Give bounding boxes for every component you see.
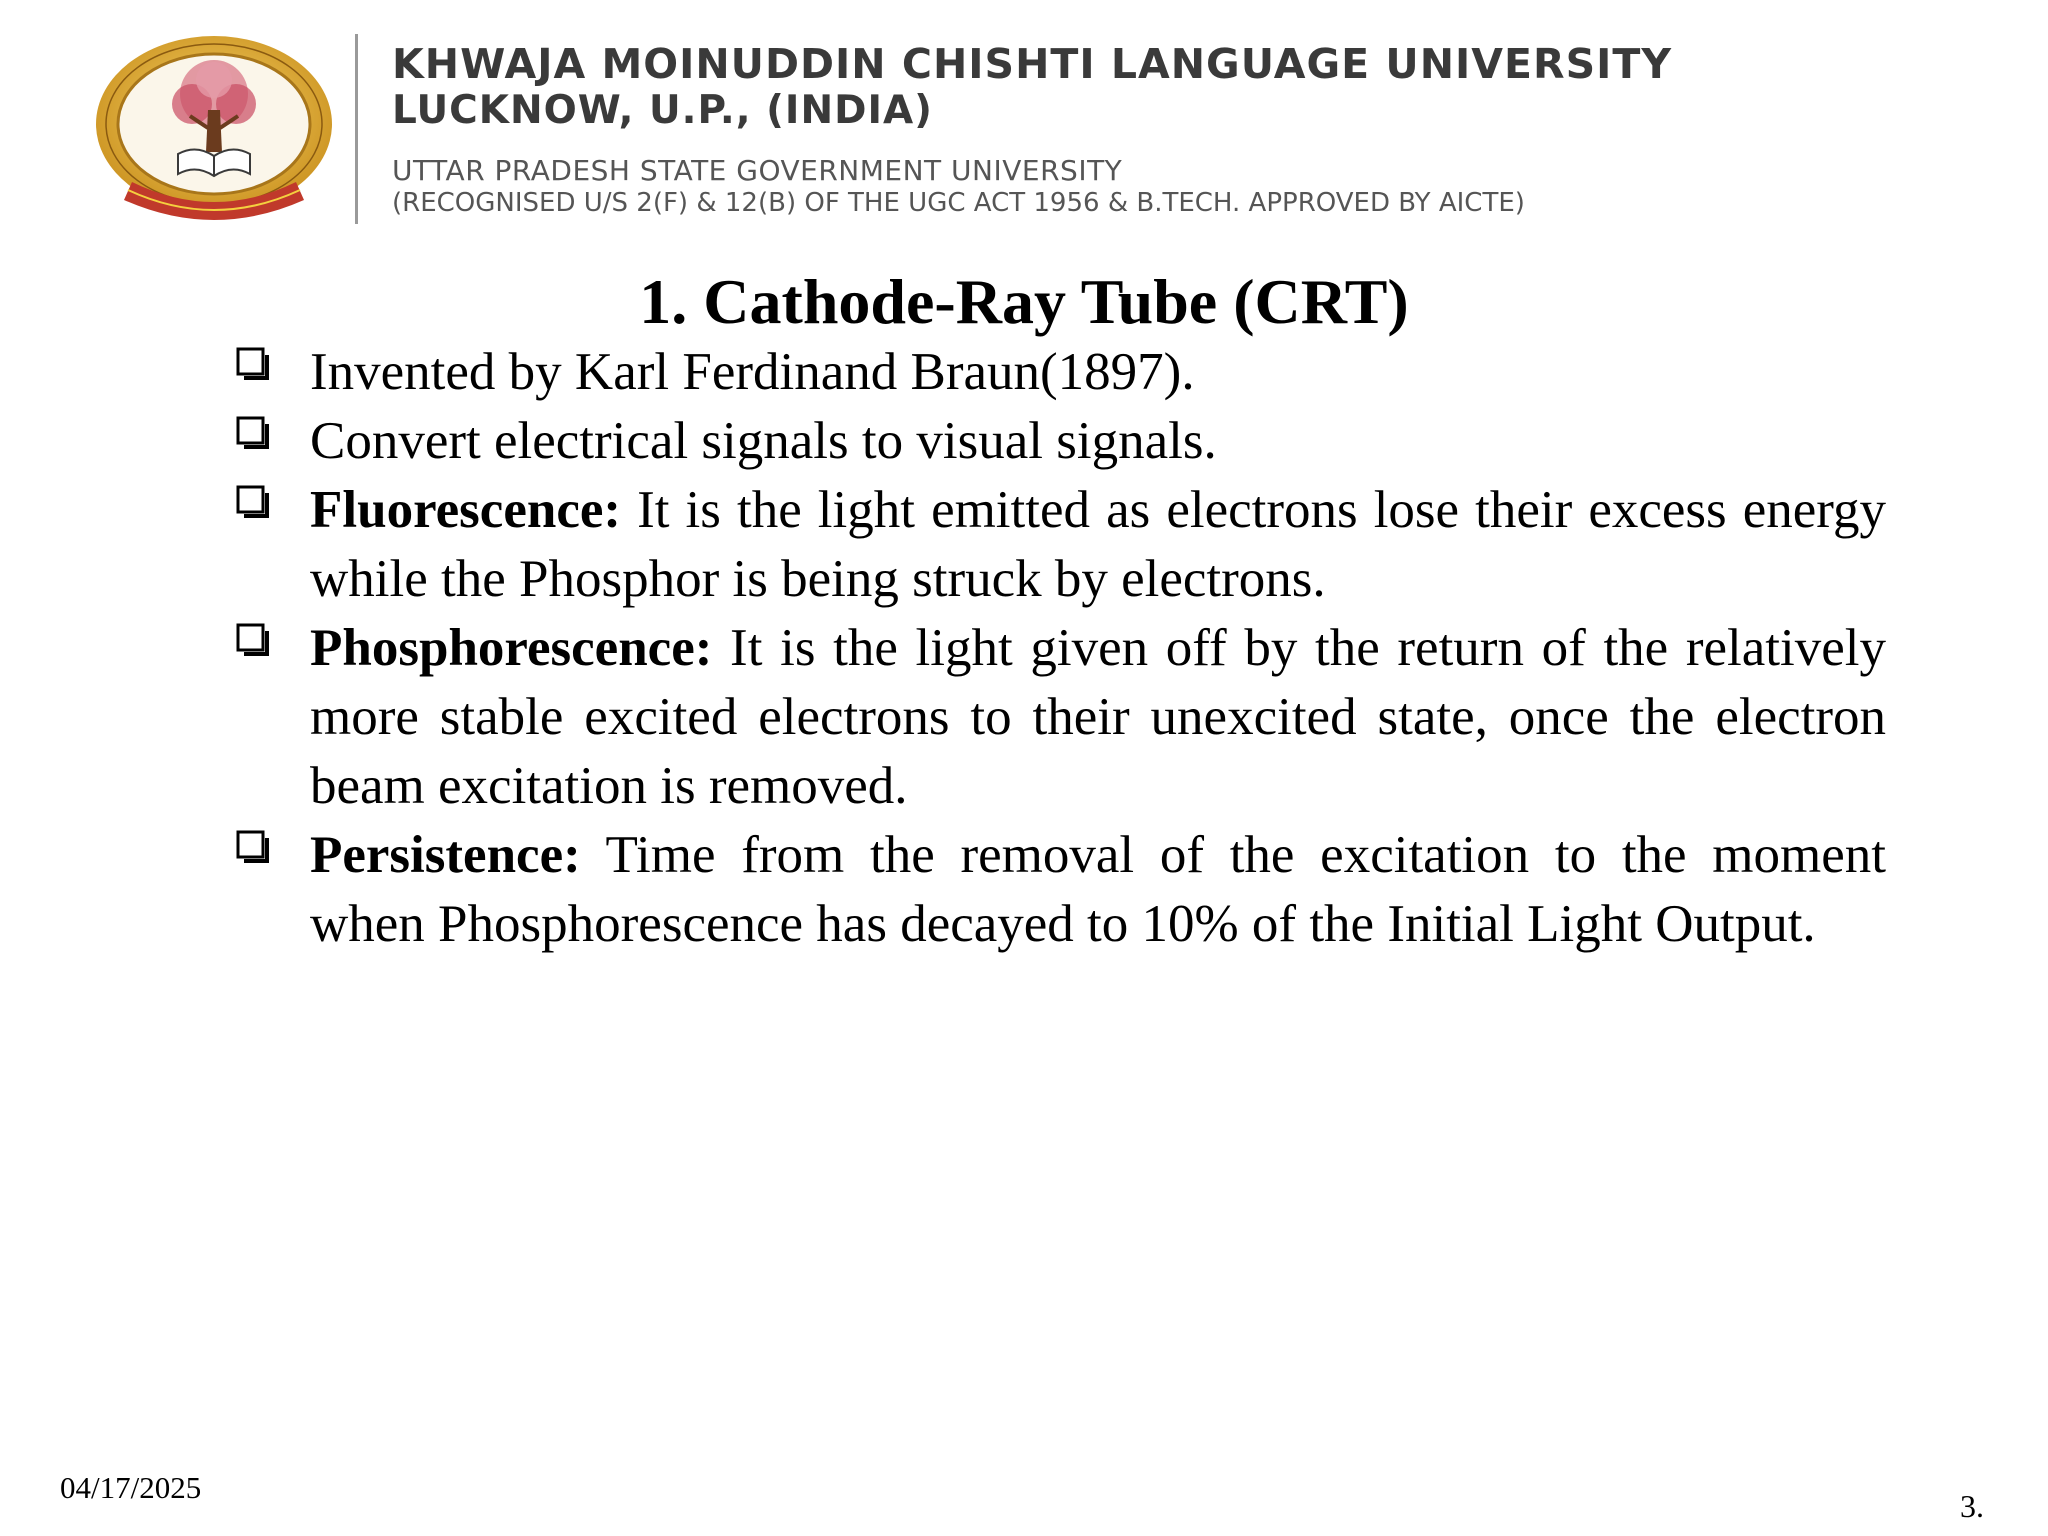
slide-header (0, 0, 2048, 240)
bullet-text: Convert electrical signals to visual signals. (310, 412, 1217, 470)
bullet-text: It is the light emitted as electrons lose their excess energy while the Phosphor is being struck by electrons. (310, 481, 1886, 608)
bullet-term: Fluorescence: (310, 481, 622, 539)
checkbox-icon (236, 416, 270, 450)
slide-title: 1. Cathode-Ray Tube (CRT) (639, 266, 1409, 337)
bullet-item (230, 614, 1886, 821)
header-divider (355, 34, 358, 224)
bullet-text: Time from the removal of the excitation to the moment when Phosphorescence has decayed to 10% of the Initial Light Output. (310, 826, 1886, 953)
slide-number: 3. (1960, 1488, 1984, 1524)
bullet-item (230, 338, 1886, 407)
university-name: KHWAJA MOINUDDIN CHISHTI LANGUAGE UNIVERSITY (392, 40, 1673, 88)
university-recognition: (RECOGNISED U/S 2(F) & 12(B) OF THE UGC ACT 1956 & B.TECH. APPROVED BY AICTE) (392, 188, 1525, 218)
university-logo (92, 32, 336, 224)
bullet-item (230, 821, 1886, 959)
bullet-term: Persistence: (310, 826, 581, 884)
university-status: UTTAR PRADESH STATE GOVERNMENT UNIVERSITY (392, 154, 1123, 187)
bullet-item (230, 476, 1886, 614)
checkbox-icon (236, 623, 270, 657)
bullet-term: Phosphorescence: (310, 619, 713, 677)
checkbox-icon (236, 485, 270, 519)
bullet-item (230, 407, 1886, 476)
bullet-list (230, 338, 1886, 959)
university-location: LUCKNOW, U.P., (INDIA) (392, 88, 933, 133)
bullet-text: It is the light given off by the return of the relatively more stable excited electrons to their unexcited state, once the electron beam excitation is removed. (310, 619, 1886, 815)
bullet-text: Invented by Karl Ferdinand Braun(1897). (310, 343, 1195, 401)
checkbox-icon (236, 830, 270, 864)
checkbox-icon (236, 347, 270, 381)
footer-date: 04/17/2025 (60, 1470, 202, 1505)
